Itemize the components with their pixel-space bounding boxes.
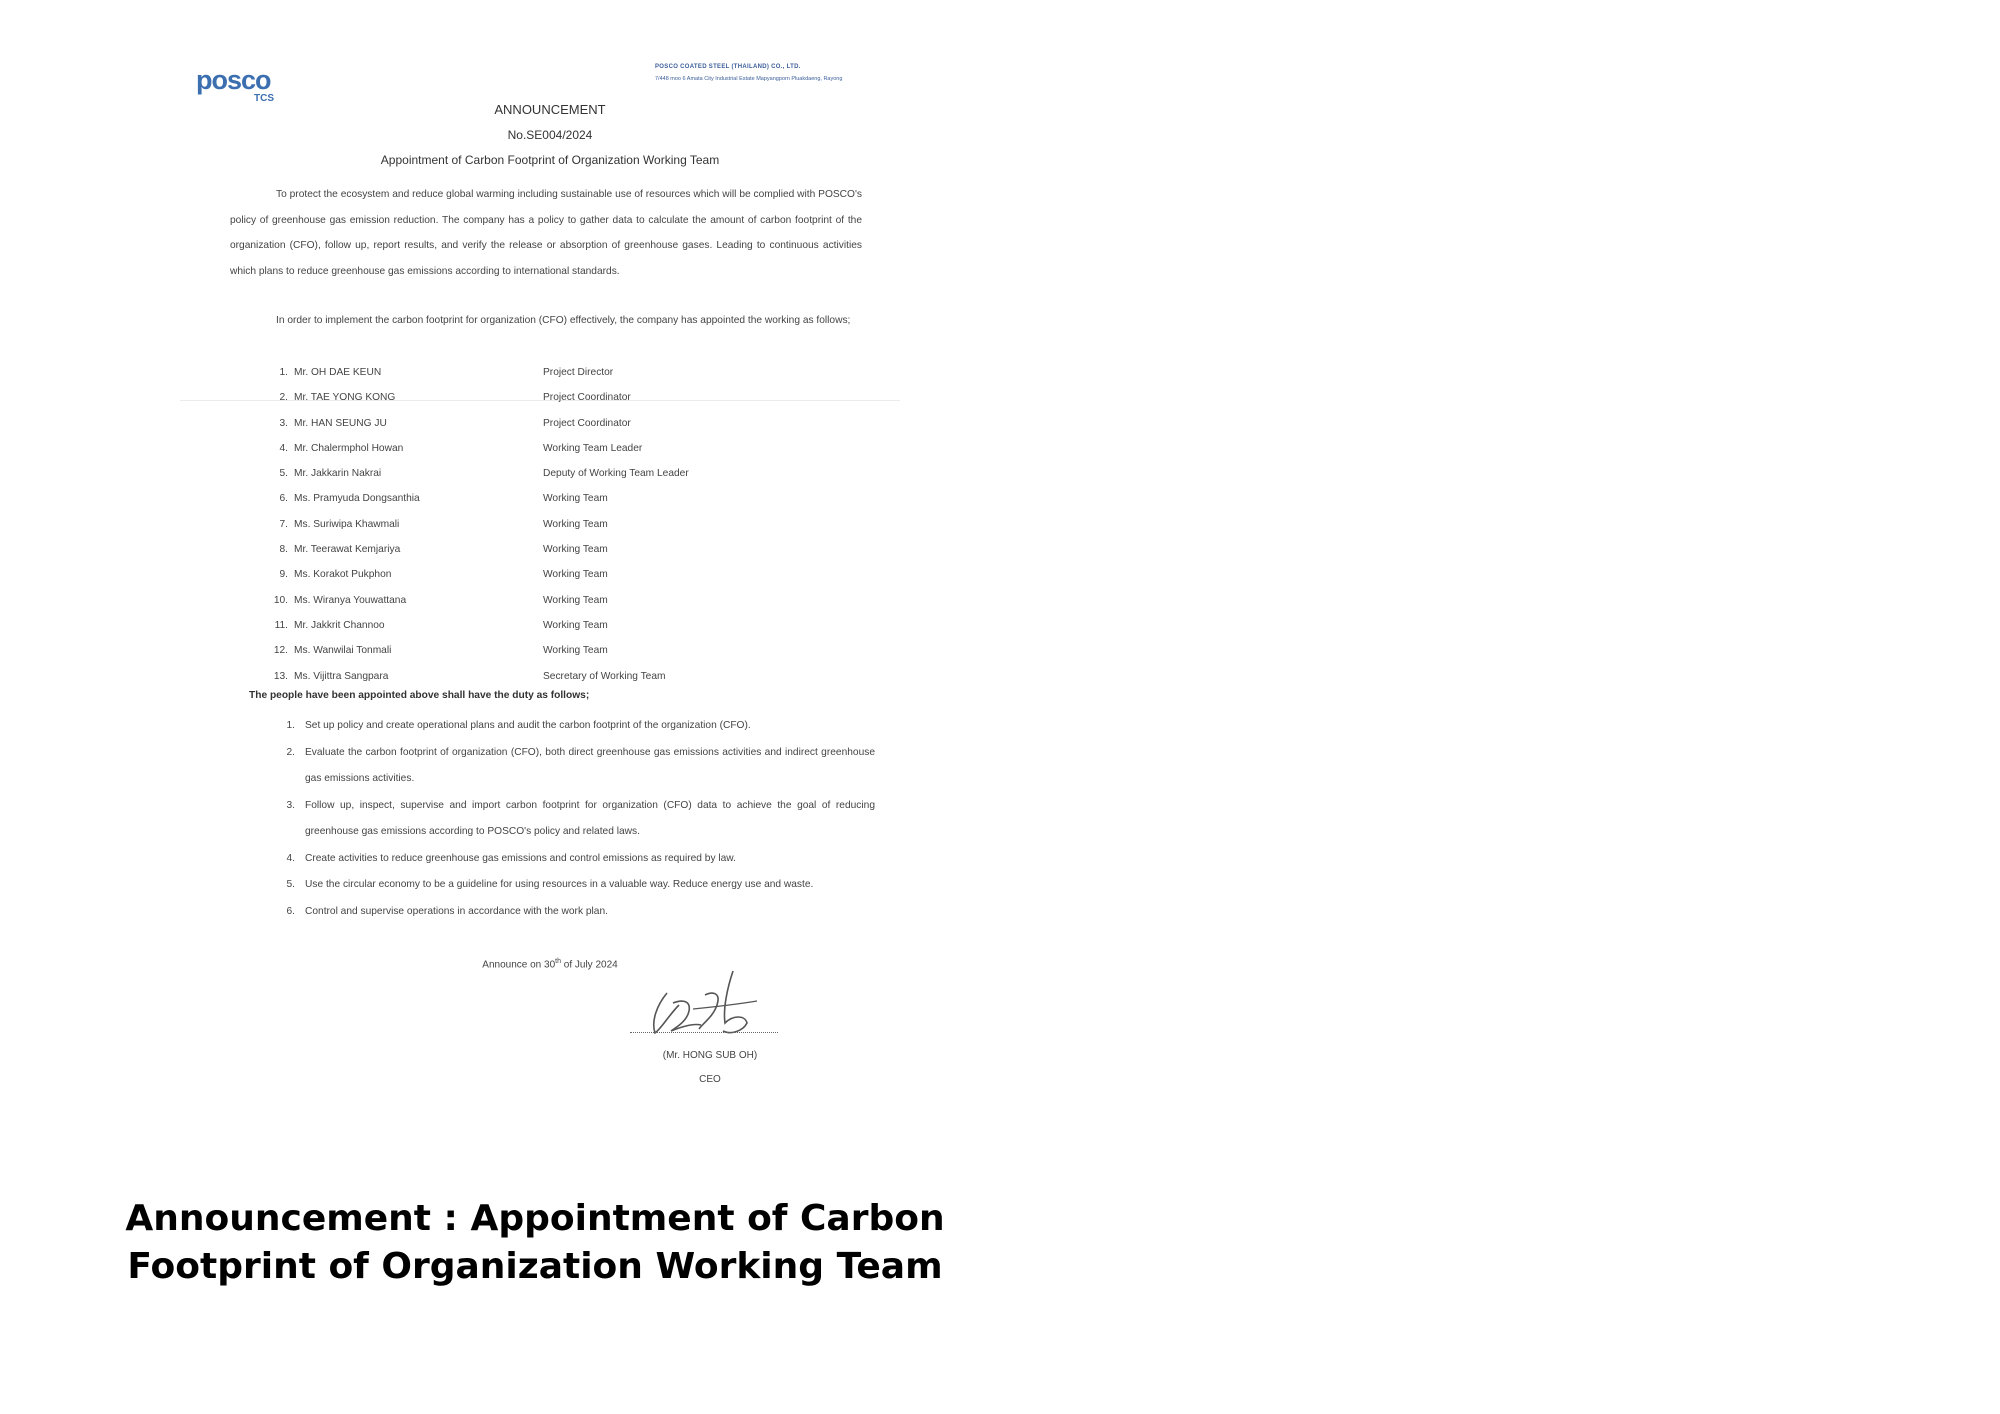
member-number: 3. [279, 417, 288, 429]
member-number: 6. [279, 493, 288, 505]
duty-text: Control and supervise operations in accordance with the work plan. [305, 905, 608, 917]
duty-text: Follow up, inspect, supervise and import carbon footprint for organization (CFO) data to achieve the goal of reducing greenhouse gas emissions according to POSCO's policy and related laws. [305, 799, 875, 837]
member-number: 9. [279, 569, 288, 581]
member-row [230, 613, 870, 638]
member-role: Working Team [543, 594, 608, 606]
member-name: Ms. Pramyuda Dongsanthia [294, 493, 420, 505]
duty-text: Set up policy and create operational plans and audit the carbon footprint of the organization (CFO). [305, 720, 751, 731]
logo-main-text: posco [196, 65, 271, 95]
member-row [230, 562, 870, 587]
announce-date-prefix: Announce on 30 [482, 959, 556, 971]
member-list [230, 360, 870, 689]
member-role: Secretary of Working Team [543, 670, 666, 682]
posco-logo [196, 66, 286, 104]
announcement-document [190, 50, 910, 1090]
ceo-signature [633, 965, 763, 1045]
member-role: Deputy of Working Team Leader [543, 468, 689, 480]
member-number: 8. [279, 544, 288, 556]
member-role: Project Director [543, 367, 614, 378]
member-name: Mr. TAE YONG KONG [294, 392, 396, 404]
member-name: Ms. Vijittra Sangpara [294, 670, 389, 682]
member-role: Working Team [543, 645, 608, 657]
announcement-number: No.SE004/2024 [507, 128, 593, 142]
appointment-paragraph-text: In order to implement the carbon footprint for organization (CFO) effectively, the company has appointed the working as follows; [276, 315, 851, 326]
duty-number: 4. [286, 852, 295, 864]
caption-line-2: Footprint of Organization Working Team [127, 1246, 943, 1287]
announcement-subject: Appointment of Carbon Footprint of Organization Working Team [380, 153, 720, 167]
duty-item [230, 793, 875, 846]
caption-line-1: Announcement : Appointment of Carbon [125, 1198, 945, 1239]
duty-text: Evaluate the carbon footprint of organization (CFO), both direct greenhouse gas emissions activities and indirect greenhouse gas emissions activities. [305, 746, 875, 784]
member-row [230, 411, 870, 436]
signature-line [630, 1032, 778, 1033]
company-letterhead [655, 62, 905, 86]
signer-title: CEO [699, 1074, 721, 1085]
member-row [230, 486, 870, 511]
announce-date-suffix: of July 2024 [560, 959, 618, 971]
duties-intro: The people have been appointed above shall have the duty as follows; [249, 690, 590, 701]
duty-number: 6. [286, 905, 295, 917]
member-row [230, 588, 870, 613]
member-role: Working Team Leader [543, 442, 643, 454]
intro-paragraph [230, 182, 862, 284]
duty-text: Create activities to reduce greenhouse gas emissions and control emissions as required by law. [305, 852, 736, 864]
member-role: Working Team [543, 569, 608, 581]
duty-list [230, 713, 875, 925]
member-row [230, 360, 870, 385]
announce-date-suffix-ordinal: th [555, 958, 561, 965]
member-role: Working Team [543, 619, 608, 631]
member-number: 5. [279, 468, 288, 480]
announcement-caption [85, 1195, 985, 1291]
signer-name: (Mr. HONG SUB OH) [662, 1050, 758, 1061]
member-name: Mr. Jakkarin Nakrai [294, 468, 382, 480]
duty-item [230, 740, 875, 793]
duty-item [230, 713, 875, 740]
duty-number: 3. [286, 799, 295, 811]
member-number: 1. [279, 367, 288, 378]
member-name: Mr. Teerawat Kemjariya [294, 544, 401, 556]
member-number: 2. [279, 392, 288, 404]
member-name: Ms. Wanwilai Tonmali [294, 645, 392, 657]
member-row [230, 664, 870, 689]
announce-date [190, 958, 910, 970]
member-name: Ms. Suriwipa Khawmali [294, 518, 400, 530]
member-row [230, 461, 870, 486]
duty-item [230, 872, 875, 899]
duty-number: 2. [286, 746, 295, 758]
appointment-paragraph [230, 308, 862, 334]
member-row [230, 537, 870, 562]
duty-item [230, 846, 875, 873]
member-name: Mr. HAN SEUNG JU [294, 417, 387, 429]
member-row [230, 638, 870, 663]
member-role: Project Coordinator [543, 392, 631, 404]
duty-number: 5. [286, 879, 295, 890]
member-role: Project Coordinator [543, 417, 631, 429]
member-role: Working Team [543, 518, 608, 530]
company-name: POSCO COATED STEEL (THAILAND) CO., LTD. [655, 64, 801, 70]
logo-sub-text: TCS [254, 93, 274, 104]
member-number: 12. [273, 645, 288, 657]
intro-paragraph-text: To protect the ecosystem and reduce global warming including sustainable use of resources which will be complied with POSCO's policy of greenhouse gas emission reduction. The company has a policy to gather data to calculate the amount of carbon footprint of the organization (CFO), follow up, report results, and verify the release or absorption of greenhouse gases. Leading to continuous activities which plans to reduce greenhouse gas emissions according to international standards. [230, 189, 862, 277]
duty-text: Use the circular economy to be a guideline for using resources in a valuable way. Reduce energy use and waste. [305, 879, 814, 890]
announcement-title: ANNOUNCEMENT [494, 102, 606, 117]
member-number: 13. [273, 670, 288, 682]
member-name: Ms. Wiranya Youwattana [294, 594, 407, 606]
member-role: Working Team [543, 493, 608, 505]
member-number: 11. [274, 619, 288, 631]
member-name: Mr. OH DAE KEUN [294, 367, 382, 378]
member-name: Mr. Jakkrit Channoo [294, 619, 385, 631]
duty-number: 1. [286, 720, 295, 731]
member-number: 10. [273, 594, 288, 606]
member-row [230, 512, 870, 537]
member-name: Ms. Korakot Pukphon [294, 569, 392, 581]
duty-item [230, 899, 875, 926]
member-role: Working Team [543, 544, 608, 556]
member-number: 7. [279, 518, 288, 530]
member-row [230, 385, 870, 410]
member-name: Mr. Chalermphol Howan [294, 442, 404, 454]
member-row [230, 436, 870, 461]
member-number: 4. [279, 442, 288, 454]
company-address: 7/448 moo 6 Amata City Industrial Estate Mapyangporn Pluakdaeng, Rayong [655, 76, 843, 82]
